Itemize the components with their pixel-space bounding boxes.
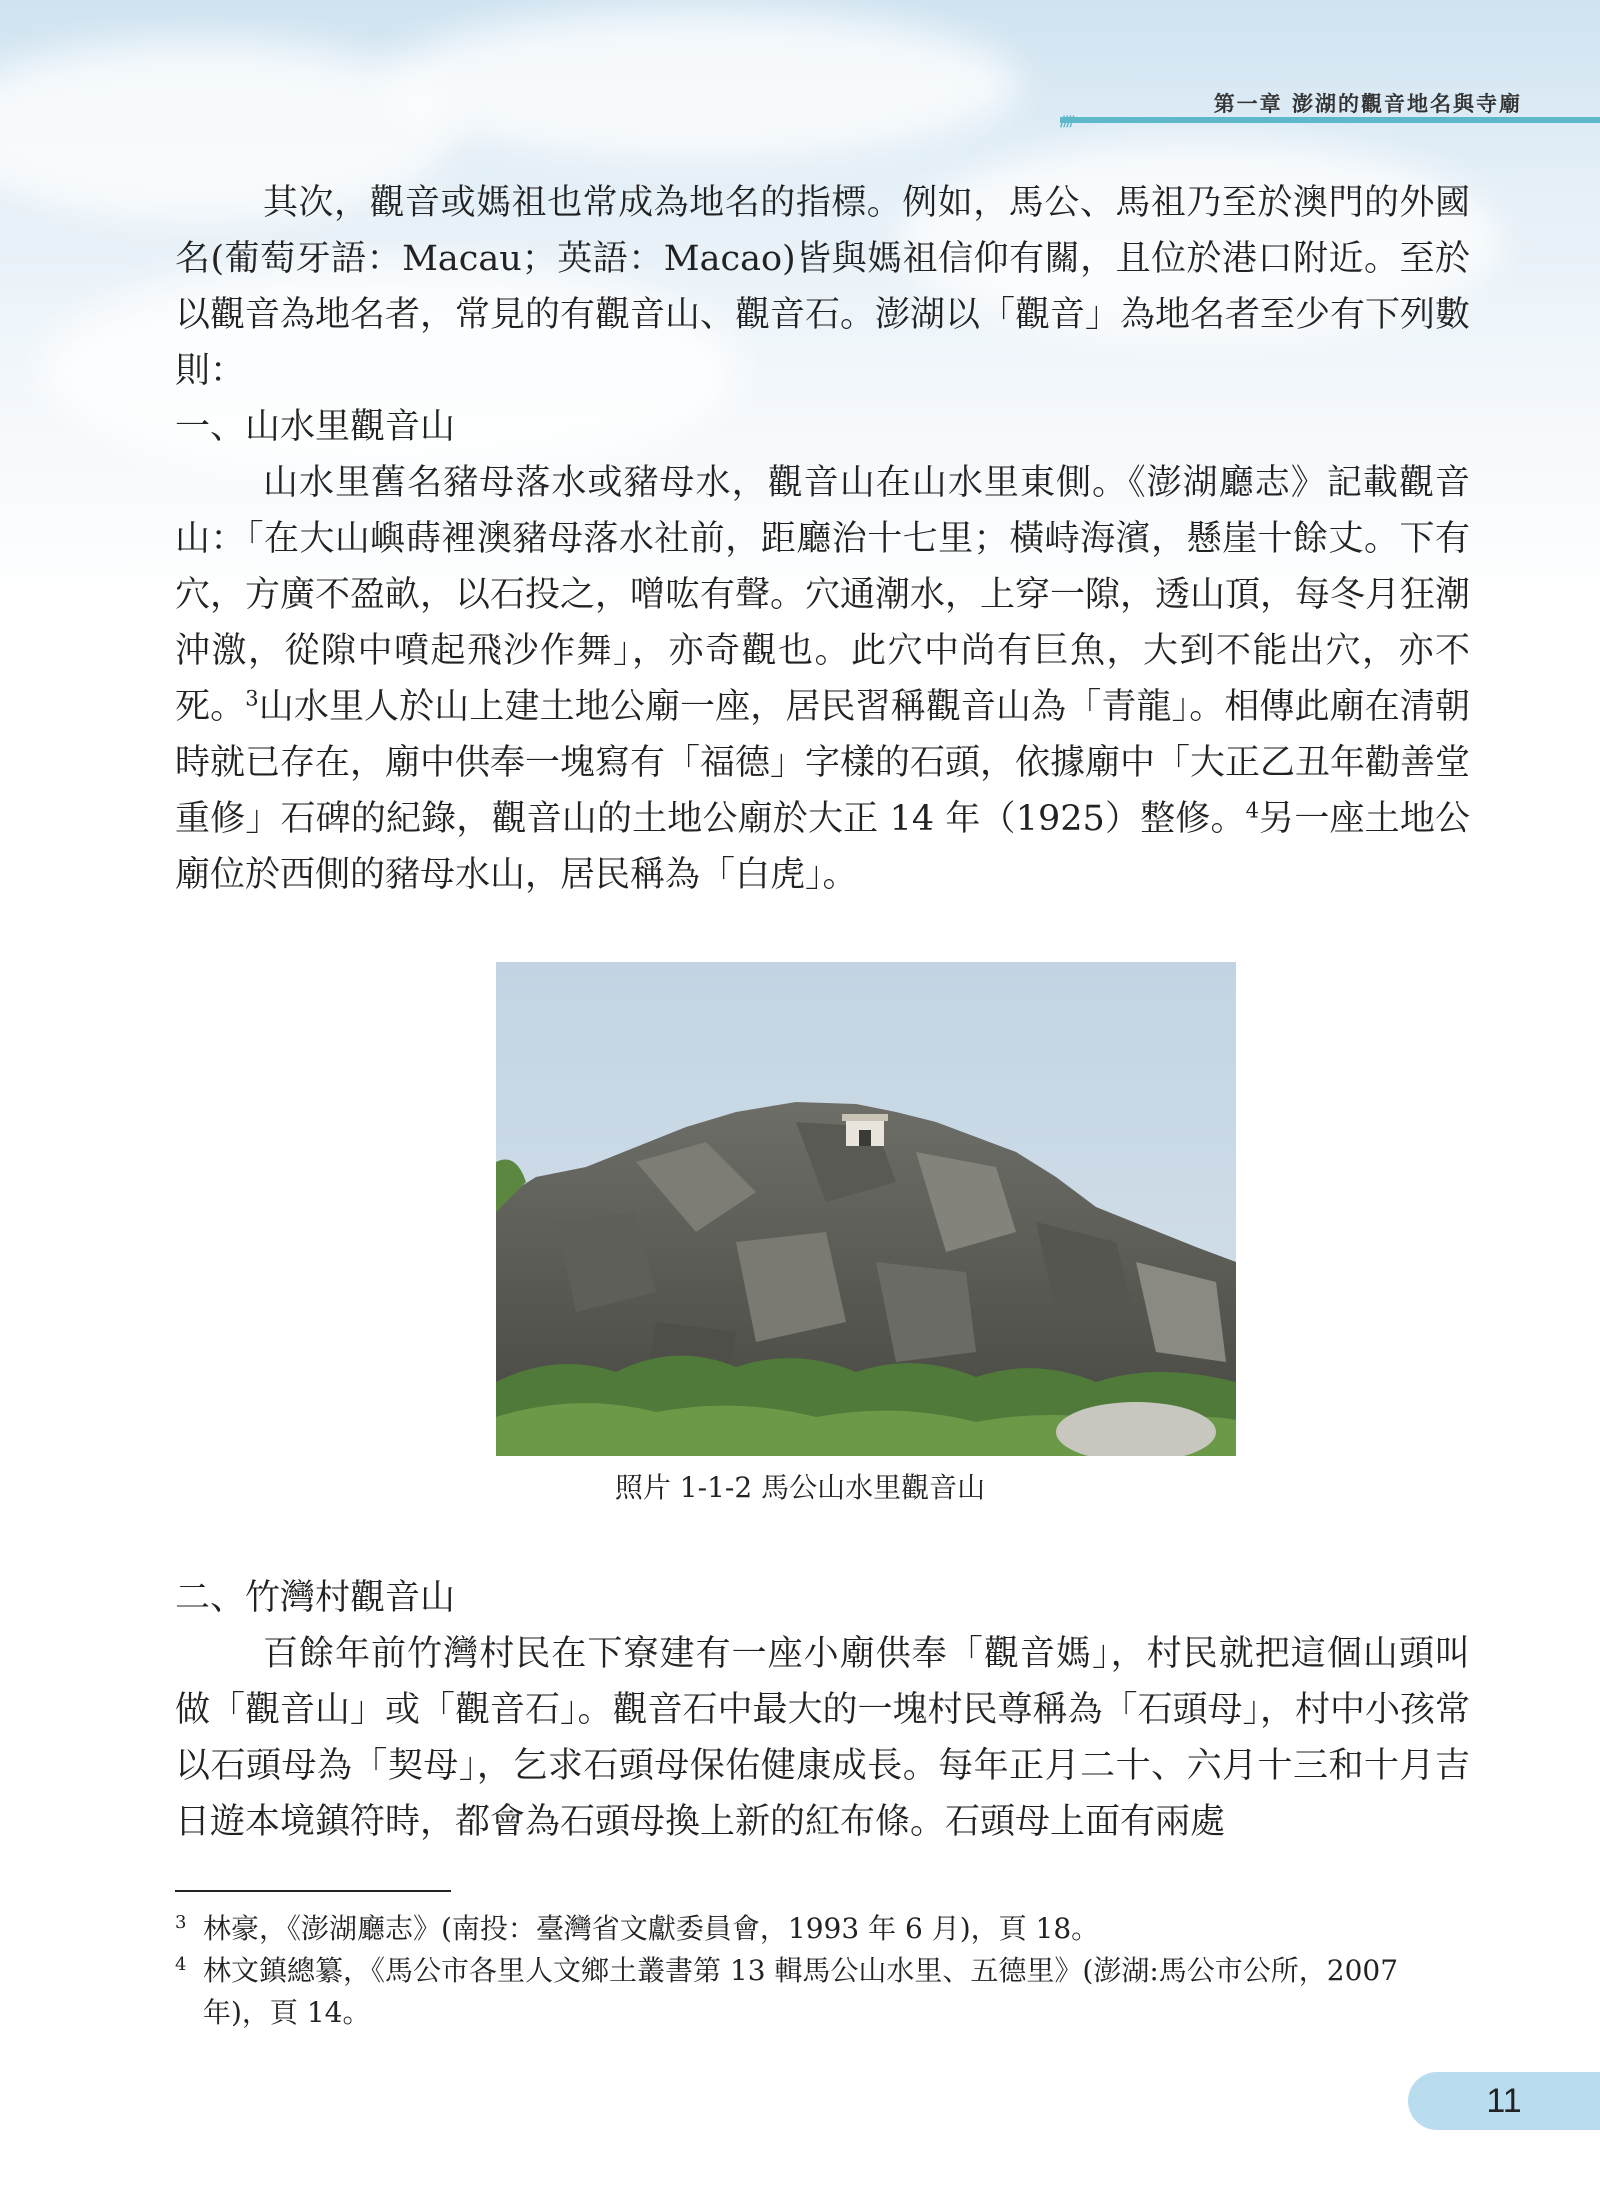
cloud-decoration [380,10,1020,160]
footnote-number: 3 [175,1912,187,1933]
main-content [175,175,1470,903]
footnote-text: 林豪，《澎湖廳志》(南投：臺灣省文獻委員會，1993 年 6 月)，頁 18。 [203,1912,1100,1945]
footnote-number: 4 [175,1954,187,1975]
photo-guanyin-mountain [496,962,1236,1456]
intro-paragraph: 其次，觀音或媽祖也常成為地名的指標。例如，馬公、馬祖乃至於澳門的外國名(葡萄牙語：Macau；英語：Macao)皆與媽祖信仰有關，且位於港口附近。至於以觀音為地名者，常見的有觀音山、觀音石。澎湖以「觀音」為地名者至少有下列數則： [175,183,1471,391]
footnote-ref-4[interactable]: 4 [1245,798,1259,823]
header-bar [1060,117,1600,123]
footnote-text: 林文鎮總纂，《馬公市各里人文鄉土叢書第 13 輯馬公山水里、五德里》(澎湖:馬公市公所，2007 年)，頁 14。 [203,1954,1399,2029]
section1-text-part2: 山水里人於山上建土地公廟一座，居民習稱觀音山為「青龍」。相傳此廟在清朝時就已存在，廟中供奉一塊寫有「福德」字樣的石頭，依據廟中「大正乙丑年勸善堂重修」石碑的紀錄，觀音山的土地公廟於大正 14 年（1925）整修。 [175,687,1471,839]
footnote-3 [175,1908,1470,1950]
section1-text-part1: 山水里舊名豬母落水或豬母水，觀音山在山水里東側。《澎湖廳志》記載觀音山：「在大山嶼蒔裡澳豬母落水社前，距廳治十七里；橫峙海濱，懸崖十餘丈。下有穴，方廣不盈畝，以石投之，噌吰有聲。穴通潮水，上穿一隙，透山頂，每冬月狂潮沖激，從隙中噴起飛沙作舞」，亦奇觀也。此穴中尚有巨魚，大到不能出穴，亦不死。 [175,463,1471,727]
photo-caption: 照片 1-1-2 馬公山水里觀音山 [614,1471,986,1504]
section1-paragraph [175,455,1470,903]
section2-heading: 二、竹灣村觀音山 [175,1578,456,1618]
page-number: 11 [1408,2072,1600,2130]
section2 [175,1570,1470,1850]
footnote-ref-3[interactable]: 3 [245,686,259,711]
footnotes [175,1908,1470,2034]
footnote-divider [175,1890,451,1892]
section1-text-part3: 另一座土地公廟位於西側的豬母水山，居民稱為「白虎」。 [175,799,1470,895]
section1-heading: 一、山水里觀音山 [175,407,456,447]
section2-paragraph: 百餘年前竹灣村民在下寮建有一座小廟供奉「觀音媽」，村民就把這個山頭叫做「觀音山」或「觀音石」。觀音石中最大的一塊村民尊稱為「石頭母」，村中小孩常以石頭母為「契母」，乞求石頭母保佑健康成長。每年正月二十、六月十三和十月吉日遊本境鎮符時，都會為石頭母換上新的紅布條。石頭母上面有兩處 [175,1634,1471,1842]
footnote-4 [175,1950,1470,2034]
chapter-header: 第一章 澎湖的觀音地名與寺廟 [1213,92,1522,116]
